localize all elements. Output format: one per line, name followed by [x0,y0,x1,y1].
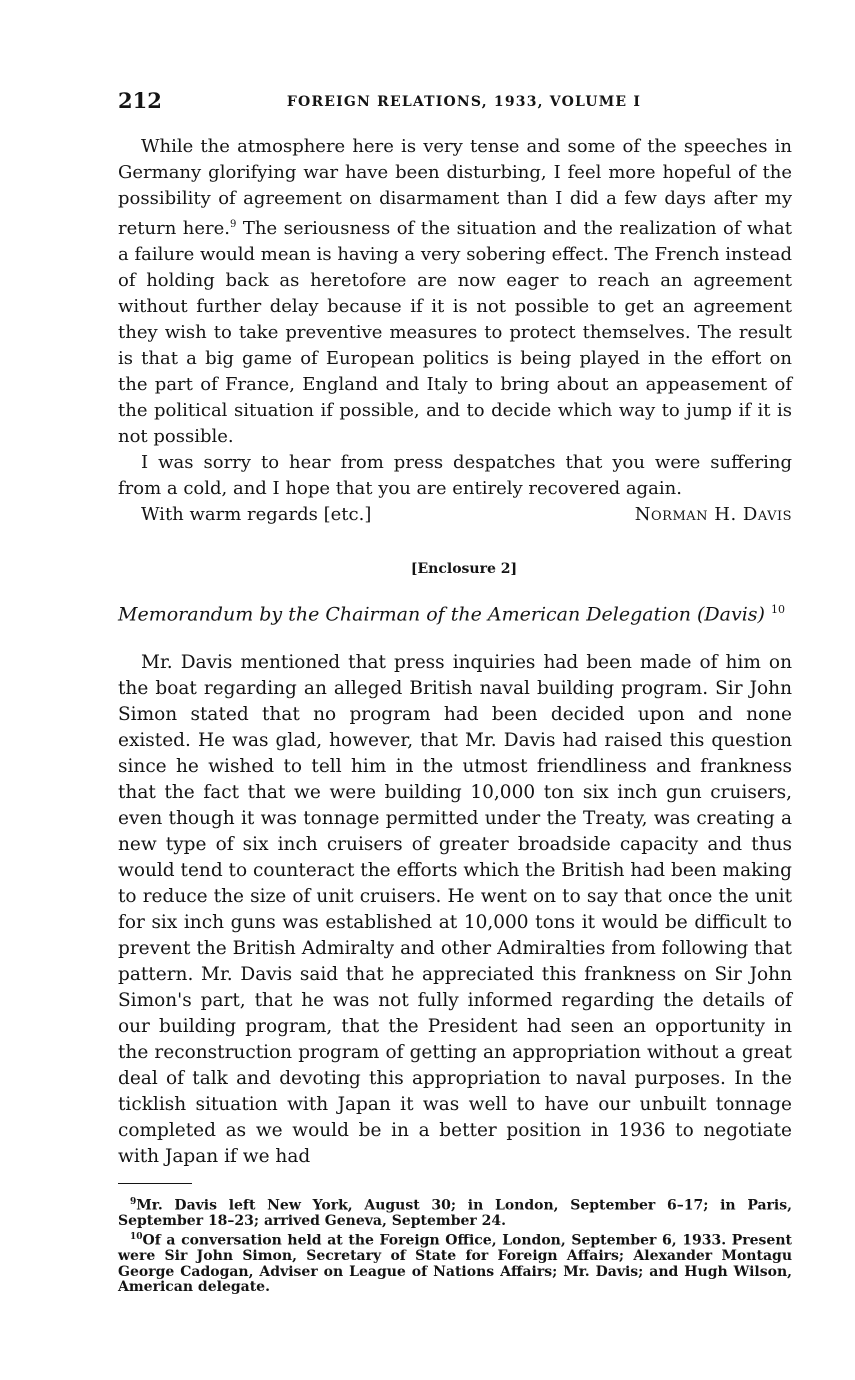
footnote-text: Of a conversation held at the Foreign Office, London, September 6, 1933. Present were Sir John Simon, Secretary of State for Foreign Affairs; Alexander Montagu George Cadogan, Adviser on League of Nations Affairs; Mr. Davis; and Hugh Wilson, American delegate. [118,1232,792,1296]
footnote-text: Mr. Davis left New York, August 30; in London, September 6–17; in Paris, September 18–23; arrived Geneva, September 24. [118,1197,792,1230]
footnote-reference: 9 [230,219,237,230]
memo-title [118,597,792,627]
letter-paragraph-text: While the atmosphere here is very tense and some of the speeches in Germany glorifying war have been disturbing, I feel more hopeful of the possibility of agreement on disarmament than I did a few days after my return here. [118,136,792,239]
signature-line [118,502,792,528]
running-title: FOREIGN RELATIONS, 1933, VOLUME I [286,94,642,110]
footnote [118,1195,792,1230]
closing: With warm regards [etc.] [141,504,372,525]
footnote-mark: 9 [130,1197,137,1208]
footnote-divider [118,1183,192,1184]
footnote [118,1230,792,1296]
memo-title-text: Memorandum by the Chairman of the American Delegation (Davis) [118,603,765,626]
letter-paragraph [118,134,792,450]
letter-paragraph: I was sorry to hear from press despatches that you were suffering from a cold, and I hope that you are entirely recovered again. [118,452,792,499]
document-page [118,88,792,1296]
memo-paragraph: Mr. Davis mentioned that press inquiries had been made of him on the boat regarding an alleged British naval building program. Sir John Simon stated that no program had been decided upon and none existed. He was glad, however, that Mr. Davis had raised this question since he wished to tell him in the utmost friendliness and frankness that the fact that we were building 10,000 ton six inch gun cruisers, even though it was tonnage permitted under the Treaty, was creating a new type of six inch cruisers of greater broadside capacity and thus would tend to counteract the efforts which the British had been making to reduce the size of unit cruisers. He went on to say that once the unit for six inch guns was established at 10,000 tons it would be difficult to prevent the British Admiralty and other Admiralties from following that pattern. Mr. Davis said that he appreciated this frankness on Sir John Simon's part, that he was not fully informed regarding the details of our building program, that the President had seen an opportunity in the reconstruction program of getting an appropriation without a great deal of talk and devoting this appropriation to naval purposes. In the ticklish situation with Japan it was well to have our unbuilt tonnage completed as we would be in a better position in 1936 to negotiate with Japan if we had [118,652,792,1168]
running-head [118,88,792,118]
signer-name: Norman H. Davis [634,504,792,525]
letter-body [118,134,792,502]
page-number: 212 [118,88,162,113]
footnotes [118,1195,792,1295]
footnote-mark: 10 [130,1231,143,1242]
enclosure-label: [Enclosure 2] [410,561,518,577]
letter-paragraph-text: The seriousness of the situation and the realization of what a failure would mean is having a very sobering effect. The French instead of holding back as heretofore are now eager to reach an agreement without further delay because if it is not possible to get an agreement they wish to take preventive measures to protect themselves. The result is that a big game of European politics is being played in the effort on the part of France, England and Italy to bring about an appeasement of the political situation if possible, and to decide which way to jump if it is not possible. [118,218,792,447]
footnote-reference: 10 [771,603,785,616]
memo-body [118,650,792,1170]
